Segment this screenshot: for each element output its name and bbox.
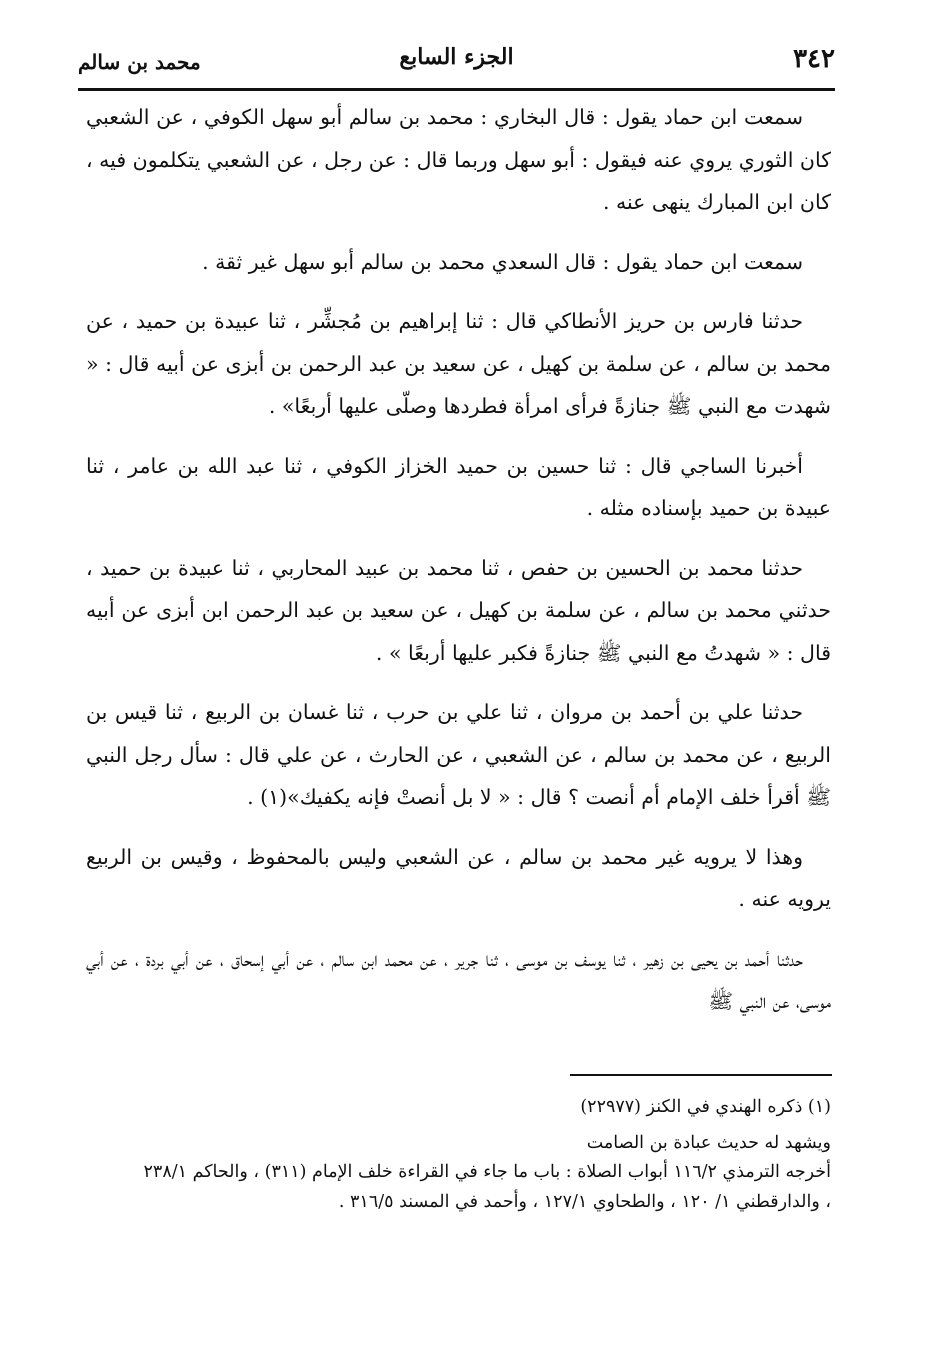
page-number: ٣٤٢ — [793, 44, 835, 74]
footnote-separator — [570, 1074, 832, 1076]
paragraph: أخبرنا الساجي قال : ثنا حسين بن حميد الخزاز الكوفي ، ثنا عبد الله بن عامر ، ثنا عبيدة بن حميد بإسناده مثله . — [86, 453, 831, 520]
paragraph: وهذا لا يرويه غير محمد بن سالم ، عن الشعبي وليس بالمحفوظ ، وقيس بن الربيع يرويه عنه . — [86, 844, 831, 911]
paragraph: حدثنا أحمد بن يحيى بن زهير ، ثنا يوسف بن موسى ، ثنا جرير ، عن محمد ابن سالم ، عن أبي إسحاق ، عن أبي بردة ، عن أبي موسى، عن النبي ﷺ — [86, 946, 831, 1013]
footnote-line: ويشهد له حديث عبادة بن الصامت — [586, 1132, 831, 1153]
running-title: محمد بن سالم — [78, 50, 201, 74]
footnote-line: أخرجه الترمذي ١١٦/٢ أبواب الصلاة : باب ما جاء في القراءة خلف الإمام (٣١١) ، والحاكم ٢٣٨/١ ، والدارقطني ١/ ١٢٠ ، والطحاوي ١٢٧/١ ، وأحمد في المسند ٣١٦/٥ . — [143, 1162, 831, 1212]
paragraph: سمعت ابن حماد يقول : قال السعدي محمد بن سالم أبو سهل غير ثقة . — [202, 249, 803, 274]
footnote-line: (١) ذكره الهندي في الكنز (٢٢٩٧٧) — [580, 1097, 831, 1117]
volume-title: الجزء السابع — [399, 44, 514, 70]
paragraph: حدثنا محمد بن الحسين بن حفص ، ثنا محمد بن عبيد المحاربي ، ثنا عبيدة بن حميد ، حدثني محمد بن سالم ، عن سلمة بن كهيل ، عن سعيد بن عبد الرحمن ابن أبزى عن أبيه قال : « شهدتُ مع النبي ﷺ جنازةً فكبر عليها أربعًا » . — [86, 555, 831, 665]
header-divider — [78, 88, 835, 91]
paragraph: سمعت ابن حماد يقول : قال البخاري : محمد بن سالم أبو سهل الكوفي ، عن الشعبي كان الثوري يروي عنه فيقول : أبو سهل وربما قال : عن رجل ، عن الشعبي يتكلمون فيه ، كان ابن المبارك ينهى عنه . — [86, 105, 831, 214]
main-text — [86, 96, 831, 1040]
footnotes — [140, 1093, 831, 1217]
paragraph: حدثنا فارس بن حريز الأنطاكي قال : ثنا إبراهيم بن مُجشِّر ، ثنا عبيدة بن حميد ، عن محمد بن سالم ، عن سلمة بن كهيل ، عن سعيد بن عبد الرحمن بن أبزى عن أبيه قال : « شهدت مع النبي ﷺ جنازةً فرأى امرأة فطردها وصلّى عليها أربعًا» . — [86, 309, 831, 418]
page-header — [78, 36, 835, 88]
paragraph: حدثنا علي بن أحمد بن مروان ، ثنا علي بن حرب ، ثنا غسان بن الربيع ، ثنا قيس بن الربيع ، عن محمد بن سالم ، عن الشعبي ، عن الحارث ، عن علي قال : سأل رجل النبي ﷺ أقرأ خلف الإمام أم أنصت ؟ قال : « لا بل أنصتْ فإنه يكفيك»(١) . — [86, 700, 831, 809]
